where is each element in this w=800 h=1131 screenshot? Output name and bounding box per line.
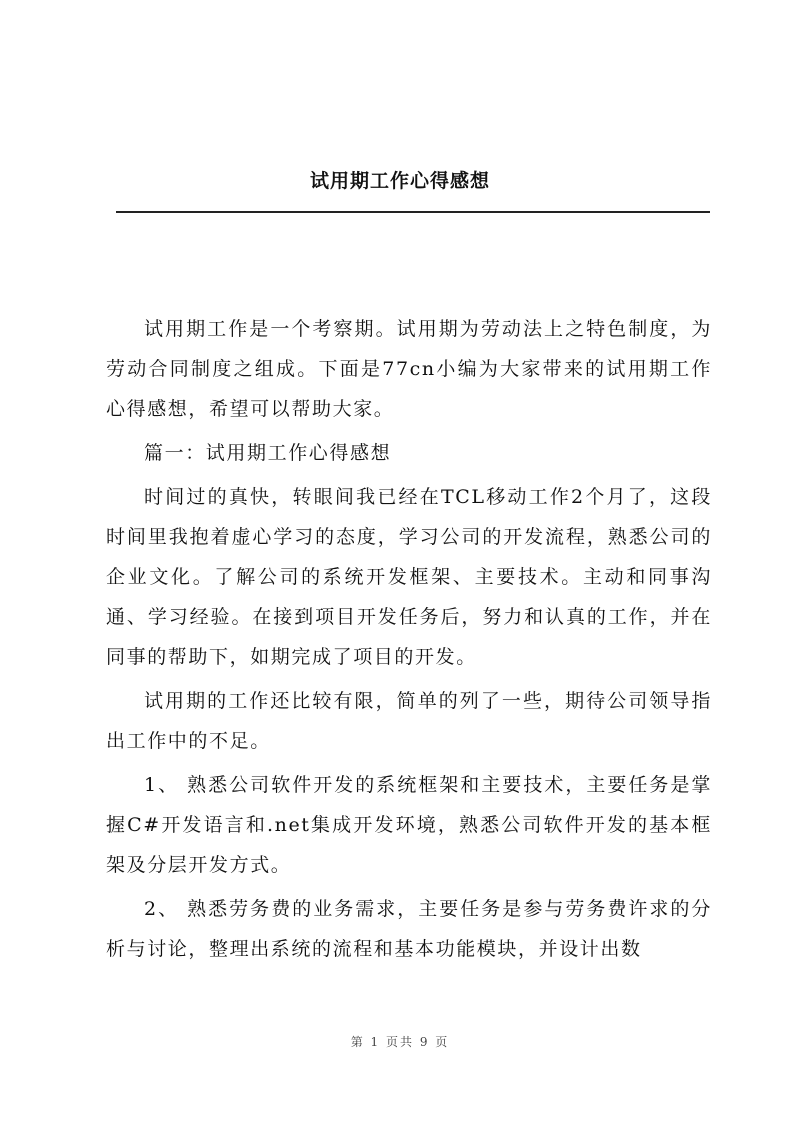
paragraph-work-list-intro: 试用期的工作还比较有限，简单的列了一些，期待公司领导指出工作中的不足。 [106, 690, 712, 752]
paragraph-section-heading: 篇一：试用期工作心得感想 [144, 442, 392, 464]
document-title: 试用期工作心得感想 [309, 170, 490, 192]
paragraph-intro: 试用期工作是一个考察期。试用期为劳动法上之特色制度，为劳动合同制度之组成。下面是77cn小编为大家带来的试用期工作心得感想，希望可以帮助大家。 [106, 318, 712, 420]
paragraph-experience: 时间过的真快，转眼间我已经在TCL移动工作2个月了，这段时间里我抱着虚心学习的态度，学习公司的开发流程，熟悉公司的企业文化。了解公司的系统开发框架、主要技术。主动和同事沟通、学习经验。在接到项目开发任务后，努力和认真的工作，并在同事的帮助下，如期完成了项目的开发。 [106, 486, 712, 668]
paragraph-item-1: 1、 熟悉公司软件开发的系统框架和主要技术，主要任务是掌握C#开发语言和.net集成开发环境，熟悉公司软件开发的基本框架及分层开发方式。 [106, 774, 712, 876]
paragraph-item-2: 2、 熟悉劳务费的业务需求，主要任务是参与劳务费许求的分析与讨论，整理出系统的流程和基本功能模块，并设计出数 [106, 898, 712, 960]
title-divider [116, 211, 710, 213]
document-body [106, 309, 712, 973]
page-number: 第 1 页共 9 页 [350, 1035, 450, 1049]
